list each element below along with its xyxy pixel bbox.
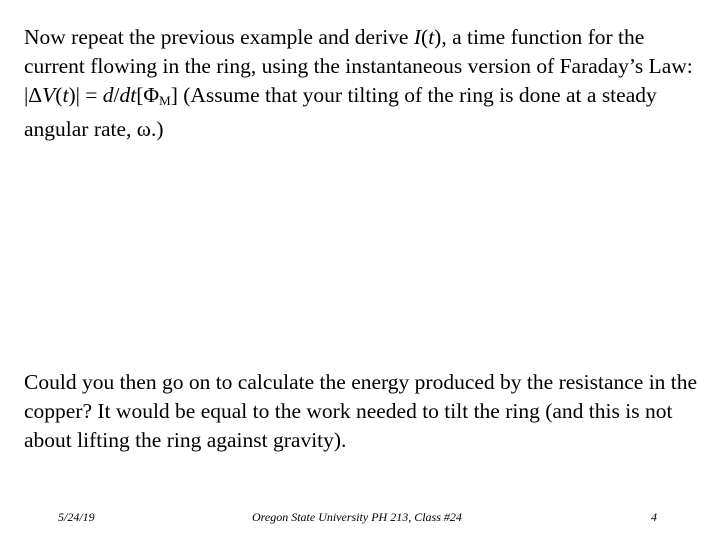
footer-course: Oregon State University PH 213, Class #24 (252, 510, 462, 524)
var-t: t (62, 83, 69, 107)
text-segment: ] (Assume that your tilting of the ring is done at a steady angular rate, ω.) (24, 83, 657, 141)
text-segment: Now repeat the previous example and derive (24, 25, 414, 49)
var-d: d (102, 83, 114, 107)
text-segment: / (113, 83, 120, 107)
subscript-M: M (159, 93, 171, 108)
var-dt: dt (119, 83, 137, 107)
followup-paragraph: Could you then go on to calculate the energy produced by the resistance in the copper? It would be equal to the work needed to tilt the ring (and this is not about lifting the ring against gravity). (24, 370, 698, 452)
text-segment: )| = (68, 83, 103, 107)
text-segment: ( (55, 83, 63, 107)
var-V: V (42, 83, 56, 107)
var-t: t (428, 25, 435, 49)
footer-date: 5/24/19 (58, 510, 95, 524)
footer-page-number: 4 (651, 510, 657, 524)
question-paragraph (24, 23, 700, 144)
text-segment: [Φ (136, 83, 160, 107)
text-segment: ), a time function for the current flowing in the ring, using the instantaneous version of Faraday’s Law: |Δ (24, 25, 693, 107)
var-I: I (413, 25, 422, 49)
text-segment: ( (421, 25, 429, 49)
